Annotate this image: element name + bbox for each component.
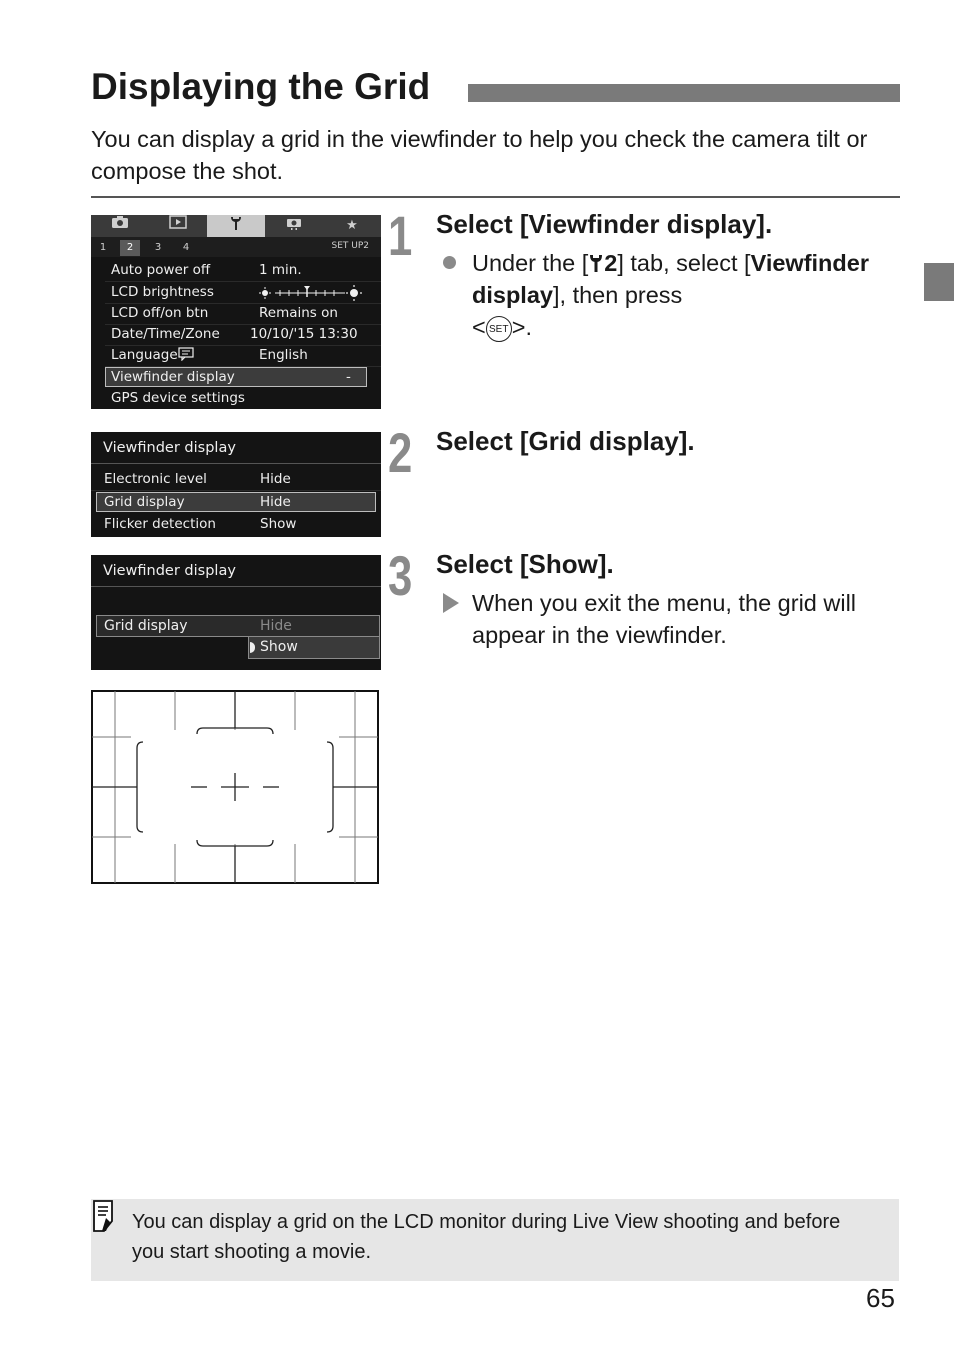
page-title: Displaying the Grid bbox=[91, 66, 431, 107]
subtab-1: 1 bbox=[99, 242, 107, 253]
title-rule bbox=[468, 84, 900, 102]
menu-subtab-bar bbox=[91, 237, 381, 257]
option-show-selected: Show bbox=[248, 636, 380, 659]
viewfinder-menu-screen bbox=[91, 432, 381, 537]
viewfinder-grid-illustration bbox=[91, 690, 379, 884]
menu-row: Electronic level Hide bbox=[91, 469, 381, 491]
menu-row-selected: Grid display Hide bbox=[96, 492, 376, 512]
step-title: Select [Viewfinder display]. bbox=[436, 209, 773, 239]
menu-tab-bar bbox=[91, 215, 381, 237]
bullet-dot-icon bbox=[443, 256, 456, 269]
note-text: You can display a grid on the LCD monitor during Live View shooting and before you start shooting a movie. bbox=[132, 1211, 841, 1263]
title-separator bbox=[91, 463, 381, 464]
step-title: Select [Show]. bbox=[436, 549, 614, 579]
menu-row: Auto power off 1 min. bbox=[105, 260, 381, 282]
custom-icon bbox=[265, 215, 323, 237]
menu-row: Flicker detection Show bbox=[104, 516, 297, 532]
play-icon bbox=[149, 215, 207, 237]
menu-row: LCD off/on btn Remains on bbox=[105, 303, 381, 325]
option-hide: Hide bbox=[260, 618, 292, 634]
step-number: 2 bbox=[388, 421, 413, 484]
camera-icon bbox=[91, 215, 149, 237]
menu-row: Date/Time/Zone 10/10/'15 13:30 bbox=[105, 324, 381, 346]
step-title: Select [Grid display]. bbox=[436, 426, 695, 456]
menu-row-selected: Viewfinder display - bbox=[105, 367, 367, 387]
section-divider bbox=[91, 196, 900, 198]
wrench-icon bbox=[207, 215, 265, 237]
menu-row: LCD brightness bbox=[105, 282, 381, 304]
title-separator bbox=[91, 586, 381, 587]
star-icon: ★ bbox=[346, 218, 358, 233]
setup-menu-screen bbox=[91, 215, 381, 409]
menu-row: Language English bbox=[105, 345, 381, 367]
language-icon bbox=[178, 347, 194, 361]
step-number: 1 bbox=[388, 204, 413, 267]
setup-label: SET UP2 bbox=[331, 241, 369, 251]
screen-title: Viewfinder display bbox=[103, 563, 236, 579]
grid-display-row: Grid display Hide bbox=[96, 615, 380, 637]
step-instruction: Under the [ 2] tab, select [Viewfinder display], then press < SET >. bbox=[472, 250, 869, 340]
selection-marker-icon bbox=[250, 642, 255, 653]
subtab-4: 4 bbox=[182, 242, 190, 253]
step-number: 3 bbox=[388, 544, 413, 607]
set-button-icon: SET bbox=[486, 316, 512, 342]
chapter-tab-marker bbox=[924, 263, 954, 301]
subtab-2: 2 bbox=[120, 240, 140, 256]
note-icon bbox=[92, 1199, 118, 1238]
wrench-icon bbox=[588, 253, 604, 273]
subtab-3: 3 bbox=[154, 242, 162, 253]
screen-title: Viewfinder display bbox=[103, 440, 236, 456]
page-number: 65 bbox=[866, 1283, 895, 1313]
intro-text: You can display a grid in the viewfinder to help you check the camera tilt or compose the shot. bbox=[91, 126, 868, 184]
step-result: When you exit the menu, the grid will appear in the viewfinder. bbox=[472, 590, 857, 648]
result-arrow-icon bbox=[443, 593, 459, 613]
grid-option-screen bbox=[91, 555, 381, 670]
menu-row: GPS device settings bbox=[111, 390, 245, 406]
